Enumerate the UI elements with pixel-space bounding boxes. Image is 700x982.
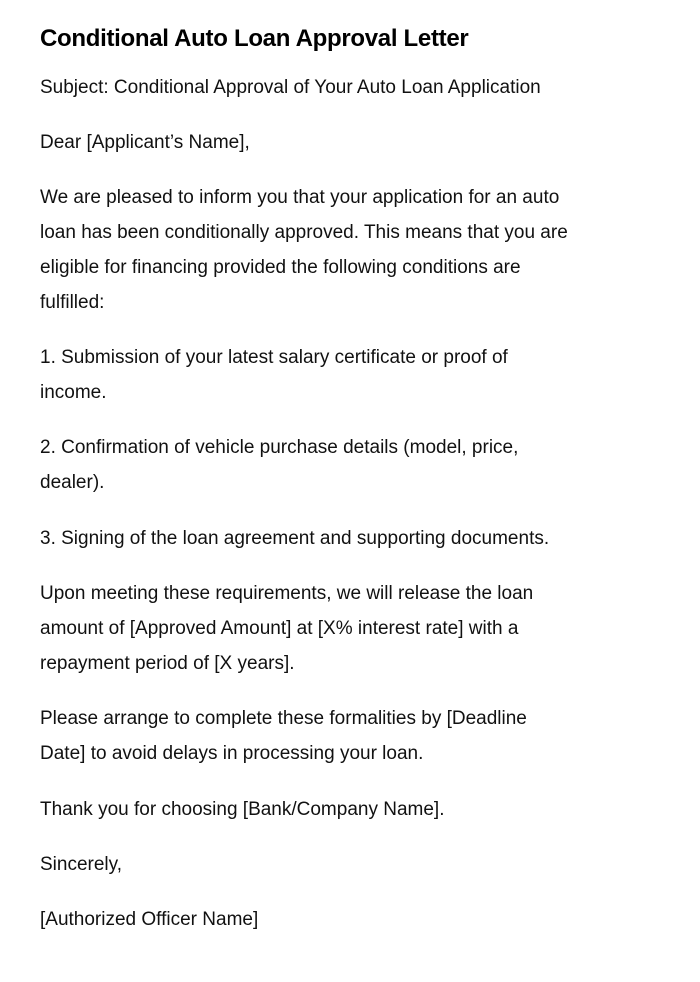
condition-line: income.: [40, 382, 107, 403]
condition-item-3: [40, 521, 640, 556]
thanks-line: Thank you for choosing [Bank/Company Name].: [40, 799, 445, 820]
signature-line: [Authorized Officer Name]: [40, 909, 259, 930]
release-line: repayment period of [X years].: [40, 653, 295, 674]
intro-line: fulfilled:: [40, 292, 105, 313]
condition-item-2: [40, 430, 640, 500]
intro-line: eligible for financing provided the following conditions are: [40, 257, 521, 278]
closing-line: Sincerely,: [40, 854, 123, 875]
deadline-line: Please arrange to complete these formalities by [Deadline: [40, 708, 527, 729]
release-paragraph: [40, 576, 640, 681]
salutation: Dear [Applicant’s Name],: [40, 132, 250, 153]
release-line: Upon meeting these requirements, we will release the loan: [40, 583, 534, 604]
deadline-line: Date] to avoid delays in processing your loan.: [40, 743, 424, 764]
condition-line: dealer).: [40, 472, 105, 493]
condition-line: 3. Signing of the loan agreement and supporting documents.: [40, 528, 550, 549]
subject-line: Subject: Conditional Approval of Your Auto Loan Application: [40, 77, 541, 98]
deadline-paragraph: [40, 701, 640, 771]
condition-item-1: [40, 340, 640, 410]
intro-paragraph: [40, 180, 640, 320]
release-line: amount of [Approved Amount] at [X% interest rate] with a: [40, 618, 519, 639]
letter-title: Conditional Auto Loan Approval Letter: [40, 25, 469, 52]
intro-line: We are pleased to inform you that your application for an auto: [40, 187, 560, 208]
condition-line: 1. Submission of your latest salary certificate or proof of: [40, 347, 508, 368]
intro-line: loan has been conditionally approved. This means that you are: [40, 222, 568, 243]
condition-line: 2. Confirmation of vehicle purchase details (model, price,: [40, 437, 519, 458]
